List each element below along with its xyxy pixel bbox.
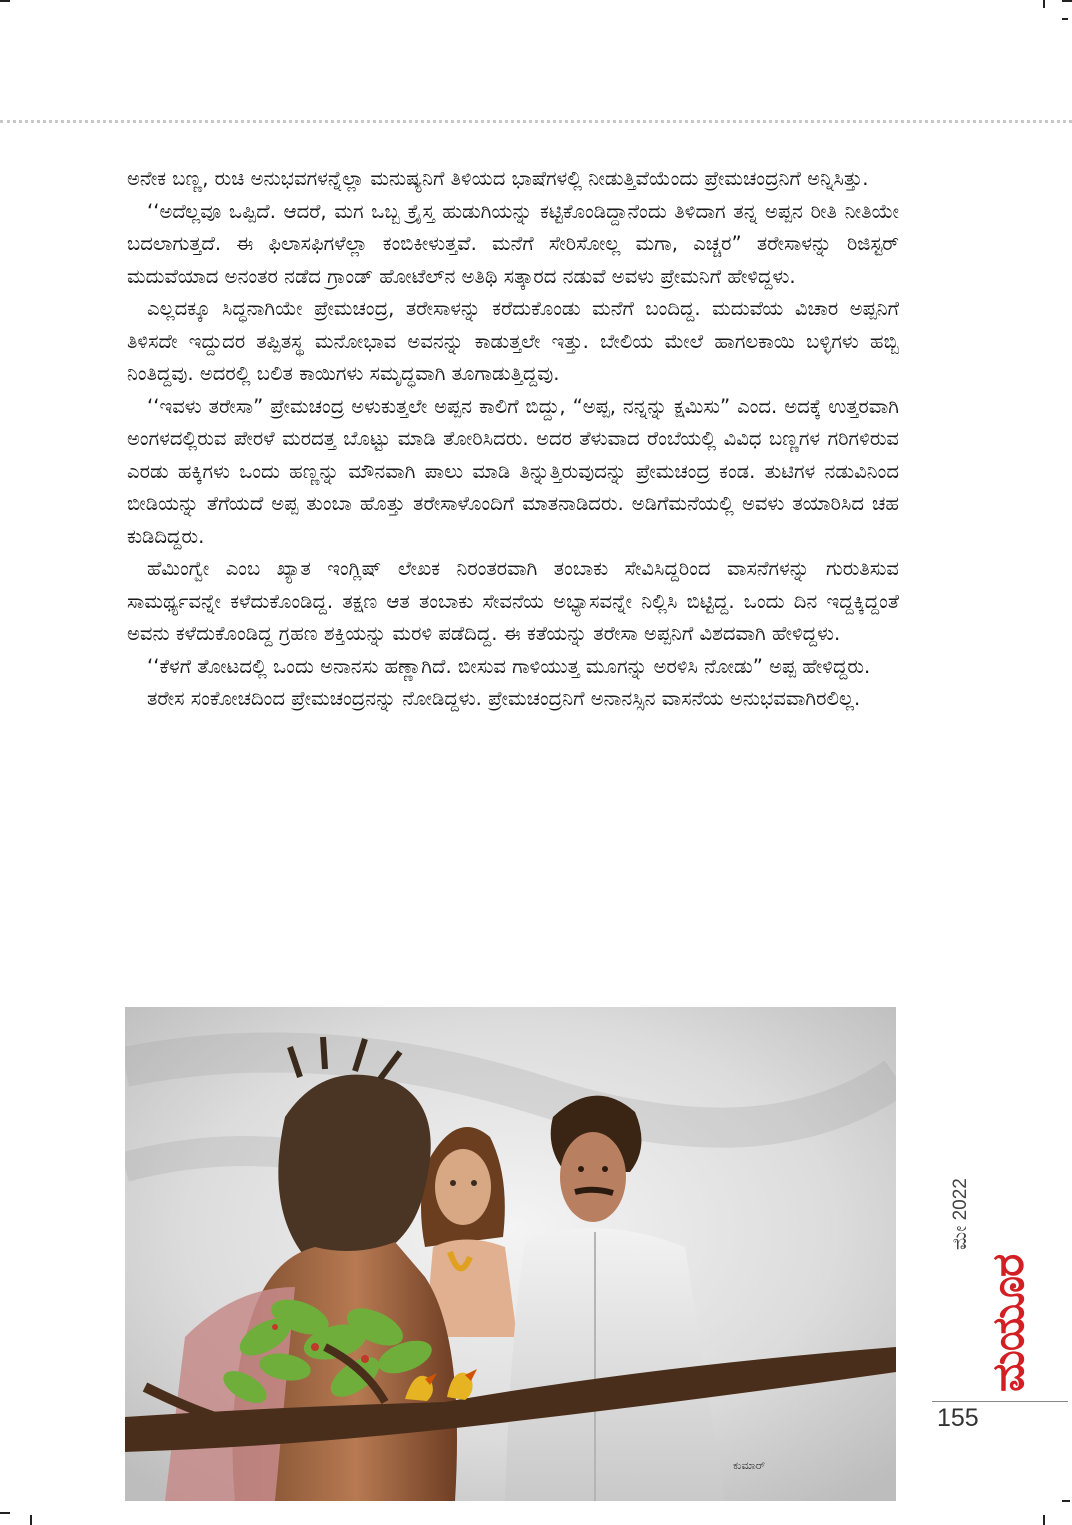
article-paragraph: ಅನೇಕ ಬಣ್ಣ, ರುಚಿ ಅನುಭವಗಳನ್ನೆಲ್ಲಾ ಮನುಷ್ಯನಿಗೆ ತಿಳಿಯದ ಭಾಷೆಗಳಲ್ಲಿ ನೀಡುತ್ತಿವೆಯೆಂದು ಪ್ರೇಮಚಂದ್ರನಿಗೆ ಅನ್ನಿಸಿತ್ತು.: [127, 167, 869, 190]
crop-mark-top-right: [1062, 0, 1072, 2]
crop-mark-right-tick: [1062, 18, 1068, 20]
story-illustration: [125, 1007, 896, 1501]
crop-mark-top-left: [0, 0, 10, 2]
article-paragraph: ‘‘ಅದೆಲ್ಲವೂ ಒಪ್ಪಿದೆ. ಆದರೆ, ಮಗ ಒಬ್ಬ ಕ್ರೈಸ್ತ ಹುಡುಗಿಯನ್ನು ಕಟ್ಟಿಕೊಂಡಿದ್ದಾನೆಂದು ತಿಳಿದಾಗ ತನ್ನ ಅಪ್ಪನ ರೀತಿ ನೀತಿಯೇ ಬದಲಾಗುತ್ತದೆ. ಈ ಫಿಲಾಸಫಿಗಳೆಲ್ಲಾ ಕಂಬಿಕೀಳುತ್ತವೆ. ಮನೆಗೆ ಸೇರಿಸೋಲ್ಲ ಮಗಾ, ಎಚ್ಚರ” ತರೇಸಾಳನ್ನು ರಿಜಿಸ್ಟರ್ ಮದುವೆಯಾದ ಅನಂತರ ನಡೆದ ಗ್ರಾಂಡ್ ಹೋಟೆಲ್‌ನ ಅತಿಥಿ ಸತ್ಕಾರದ ನಡುವೆ ಅವಳು ಪ್ರೇಮನಿಗೆ ಹೇಳಿದ್ದಳು.: [127, 199, 899, 288]
artist-signature: ಕುಮಾರ್: [733, 1459, 766, 1472]
crop-mark-bottom-left: [0, 1512, 10, 1514]
issue-date: ಮೇ 2022: [950, 1178, 971, 1250]
magazine-masthead: ಮಯೂರ: [983, 1254, 1034, 1392]
crop-mark-bottom-left-vertical: [30, 1515, 32, 1525]
header-dotted-rule: [0, 120, 1072, 123]
article-paragraph: ಹೆಮಿಂಗ್ವೇ ಎಂಬ ಖ್ಯಾತ ಇಂಗ್ಲಿಷ್ ಲೇಖಕ ನಿರಂತರವಾಗಿ ತಂಬಾಕು ಸೇವಿಸಿದ್ದರಿಂದ ವಾಸನೆಗಳನ್ನು ಗುರುತಿಸುವ ಸಾಮರ್ಥ್ಯವನ್ನೇ ಕಳೆದುಕೊಂಡಿದ್ದ. ತಕ್ಷಣ ಆತ ತಂಬಾಕು ಸೇವನೆಯ ಅಭ್ಯಾಸವನ್ನೇ ನಿಲ್ಲಿಸಿ ಬಿಟ್ಟಿದ್ದ. ಒಂದು ದಿನ ಇದ್ದಕ್ಕಿದ್ದಂತೆ ಅವನು ಕಳೆದುಕೊಂಡಿದ್ದ ಗ್ರಹಣ ಶಕ್ತಿಯನ್ನು ಮರಳಿ ಪಡೆದಿದ್ದ. ಈ ಕತೆಯನ್ನು ತರೇಸಾ ಅಪ್ಪನಿಗೆ ವಿಶದವಾಗಿ ಹೇಳಿದ್ದಳು.: [127, 557, 899, 645]
article-paragraph: ‘‘ಕೆಳಗೆ ತೋಟದಲ್ಲಿ ಒಂದು ಅನಾನಸು ಹಣ್ಣಾಗಿದೆ. ಬೀಸುವ ಗಾಳಿಯುತ್ತ ಮೂಗನ್ನು ಅರಳಿಸಿ ನೋಡು” ಅಪ್ಪ ಹೇಳಿದ್ದರು.: [147, 654, 871, 678]
page-number-rule: [932, 1401, 1068, 1402]
illustration-painting: [125, 1007, 896, 1501]
crop-mark-top-right-vertical: [1043, 0, 1045, 8]
article-paragraph: ‘‘ಇವಳು ತರೇಸಾ” ಪ್ರೇಮಚಂದ್ರ ಅಳುಕುತ್ತಲೇ ಅಪ್ಪನ ಕಾಲಿಗೆ ಬಿದ್ದು, “ಅಪ್ಪ, ನನ್ನನ್ನು ಕ್ಷಮಿಸು” ಎಂದ. ಅದಕ್ಕೆ ಉತ್ತರವಾಗಿ ಅಂಗಳದಲ್ಲಿರುವ ಪೇರಳೆ ಮರದತ್ತ ಬೊಟ್ಟು ಮಾಡಿ ತೋರಿಸಿದರು. ಅದರ ತೆಳುವಾದ ರೆಂಬೆಯಲ್ಲಿ ವಿವಿಧ ಬಣ್ಣಗಳ ಗರಿಗಳಿರುವ ಎರಡು ಹಕ್ಕಿಗಳು ಒಂದು ಹಣ್ಣನ್ನು ಮೌನವಾಗಿ ಪಾಲು ಮಾಡಿ ತಿನ್ನುತ್ತಿರುವುದನ್ನು ಪ್ರೇಮಚಂದ್ರ ಕಂಡ. ತುಟಿಗಳ ನಡುವಿನಿಂದ ಬೀಡಿಯನ್ನು ತೆಗೆಯದೆ ಅಪ್ಪ ತುಂಬಾ ಹೊತ್ತು ತರೇಸಾಳೊಂದಿಗೆ ಮಾತನಾಡಿದರು. ಅಡಿಗೆಮನೆಯಲ್ಲಿ ಅವಳು ತಯಾರಿಸಿದ ಚಹ ಕುಡಿದಿದ್ದರು.: [127, 394, 899, 548]
article-paragraph: ತರೇಸ ಸಂಕೋಚದಿಂದ ಪ್ರೇಮಚಂದ್ರನನ್ನು ನೋಡಿದ್ದಳು. ಪ್ರೇಮಚಂದ್ರನಿಗೆ ಅನಾನಸ್ಸಿನ ವಾಸನೆಯ ಅನುಭವವಾಗಿರಲಿಲ್ಲ.: [147, 687, 861, 710]
page-number: 155: [937, 1404, 979, 1432]
article-paragraph: ಎಲ್ಲದಕ್ಕೂ ಸಿದ್ಧನಾಗಿಯೇ ಪ್ರೇಮಚಂದ್ರ, ತರೇಸಾಳನ್ನು ಕರೆದುಕೊಂಡು ಮನೆಗೆ ಬಂದಿದ್ದ. ಮದುವೆಯ ವಿಚಾರ ಅಪ್ಪನಿಗೆ ತಿಳಿಸದೇ ಇದ್ದುದರ ತಪ್ಪಿತಸ್ಥ ಮನೋಭಾವ ಅವನನ್ನು ಕಾಡುತ್ತಲೇ ಇತ್ತು. ಬೇಲಿಯ ಮೇಲೆ ಹಾಗಲಕಾಯಿ ಬಳ್ಳಿಗಳು ಹಬ್ಬಿ ನಿಂತಿದ್ದವು. ಅದರಲ್ಲಿ ಬಲಿತ ಕಾಯಿಗಳು ಸಮೃದ್ಧವಾಗಿ ತೂಗಾಡುತ್ತಿದ್ದವು.: [127, 297, 899, 385]
article-body: [127, 163, 899, 716]
crop-mark-bottom-right: [1062, 1500, 1070, 1502]
crop-mark-bottom-right-vertical: [1043, 1515, 1045, 1525]
